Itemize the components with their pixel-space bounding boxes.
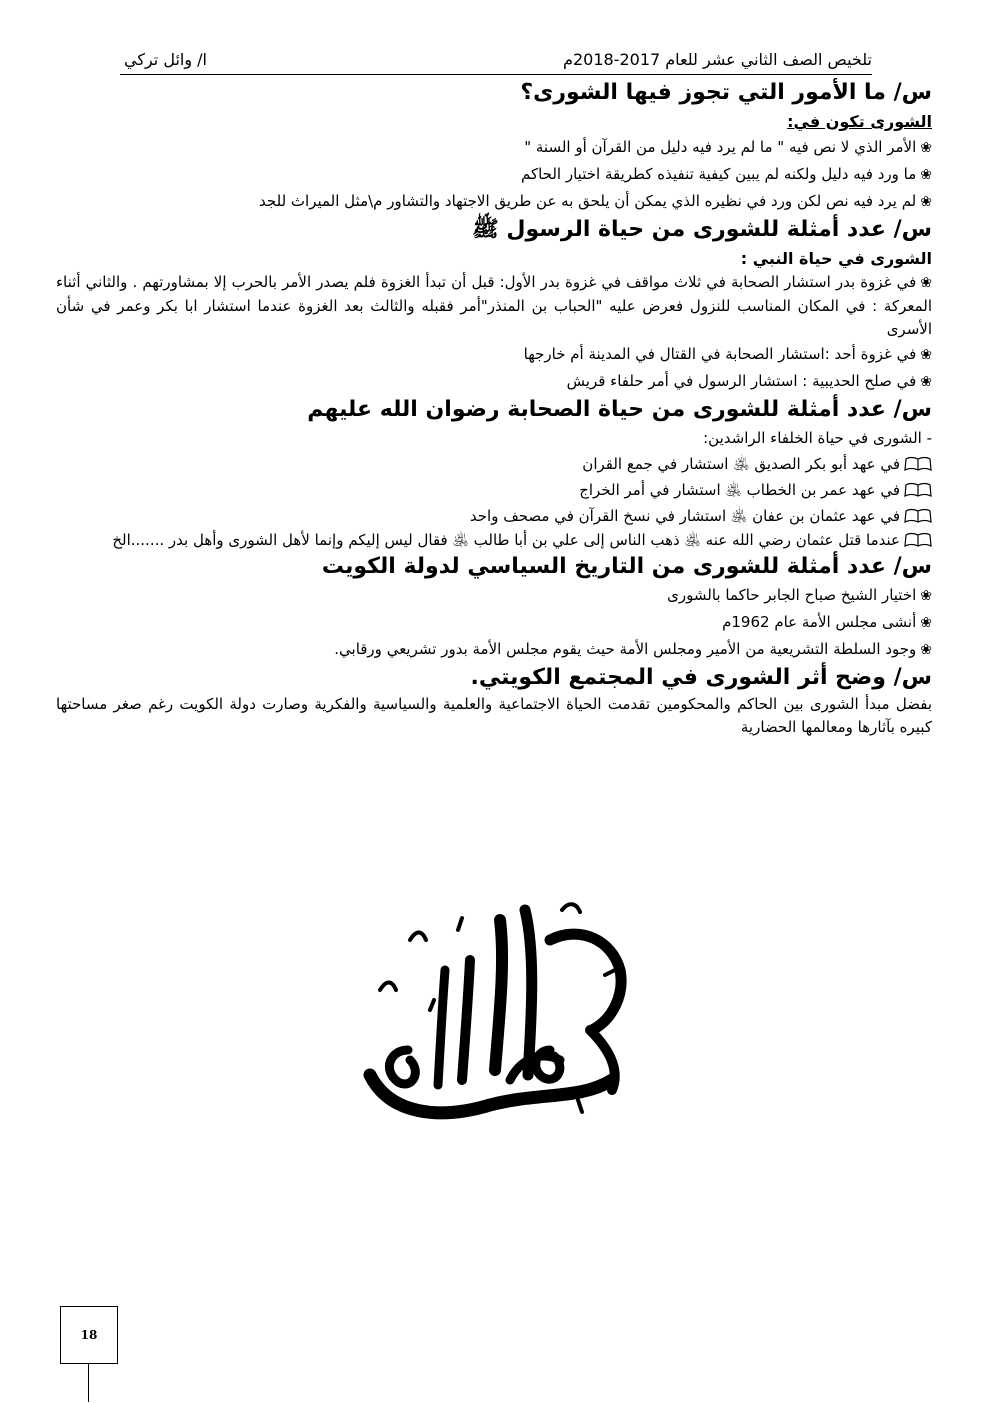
- page-header: [120, 48, 872, 75]
- header-author: ا/ وائل تركي: [124, 50, 207, 69]
- flower-bullet-icon: ❀: [920, 615, 932, 631]
- list-item: ❀في غزوة أحد :استشار الصحابة في القتال في المدينة أم خارجها: [56, 341, 932, 368]
- open-book-icon: [904, 482, 932, 498]
- list-item: ❀في صلح الحديبية : استشار الرسول في أمر حلفاء قريش: [56, 368, 932, 395]
- flower-bullet-icon: ❀: [920, 588, 932, 604]
- paragraph: ❀في غزوة بدر استشار الصحابة في ثلاث مواقف في غزوة بدر الأول: قبل أن تبدأ الغزوة فلم يصدر الأمر بالحرب إلا بمشاورتهم . والثاني أثناء المعركة : في المكان المناسب للنزول فعرض عليه "الحباب بن المنذر"أمر فقبله والثالث بعد الغزوة عندما استشار ابا بكر وعمر في شأن الأسرى: [56, 273, 932, 338]
- flower-bullet-icon: ❀: [920, 140, 932, 156]
- question-heading: س/ عدد أمثلة للشورى من حياة الصحابة رضوان الله عليهم: [307, 397, 932, 422]
- list-item: في عهد أبو بكر الصديق ﵁ استشار في جمع القران: [56, 451, 932, 477]
- subheading: - الشورى في حياة الخلفاء الراشدين:: [703, 429, 932, 447]
- flower-bullet-icon: ❀: [920, 347, 932, 363]
- calligraphy-artwork: [350, 900, 642, 1130]
- list-item: ❀لم يرد فيه نص لكن ورد في نظيره الذي يمكن أن يلحق به عن طريق الاجتهاد والتشاور م\مثل الميراث للجد: [56, 188, 932, 215]
- flower-bullet-icon: ❀: [920, 374, 932, 390]
- flower-bullet-icon: ❀: [920, 167, 932, 183]
- question-heading: س/ ما الأمور التي تجوز فيها الشورى؟: [520, 80, 932, 105]
- open-book-icon: [904, 456, 932, 472]
- list-item: عندما قتل عثمان رضي الله عنه ﵁ ذهب الناس إلى علي بن أبا طالب ﵁ فقال ليس إليكم وإنما لأهل الشورى وأهل بدر .......الخ: [56, 529, 932, 552]
- list-item: في عهد عثمان بن عفان ﵁ استشار في نسخ القرآن في مصحف واحد: [56, 503, 932, 529]
- flower-bullet-icon: ❀: [920, 642, 932, 658]
- paragraph: بفضل مبدأ الشورى بين الحاكم والمحكومين تقدمت الحياة الاجتماعية والعلمية والسياسية والفكرية وصارت دولة الكويت رغم صغر مساحتها كبيره بآثارها ومعالمها الحضارية: [56, 695, 932, 736]
- question-heading: س/ عدد أمثلة للشورى من التاريخ السياسي لدولة الكويت: [321, 554, 932, 579]
- list-item: في عهد عمر بن الخطاب ﵁ استشار في أمر الخراج: [56, 477, 932, 503]
- question-heading: س/ عدد أمثلة للشورى من حياة الرسول ﷺ: [472, 217, 932, 242]
- main-content: [56, 78, 932, 739]
- page-number: 18: [60, 1306, 118, 1364]
- list-item: ❀اختيار الشيخ صباح الجابر حاكما بالشورى: [56, 582, 932, 609]
- subheading: الشورى في حياة النبي :: [740, 249, 932, 268]
- open-book-icon: [904, 532, 932, 548]
- subheading: الشورى تكون في:: [787, 112, 932, 131]
- list-item: ❀أنشى مجلس الأمة عام 1962م: [56, 609, 932, 636]
- open-book-icon: [904, 508, 932, 524]
- flower-bullet-icon: ❀: [920, 275, 932, 291]
- flower-bullet-icon: ❀: [920, 194, 932, 210]
- list-item: ❀وجود السلطة التشريعية من الأمير ومجلس الأمة حيث يقوم مجلس الأمة بدور تشريعي ورقابي.: [56, 636, 932, 663]
- page-number-line: [88, 1364, 89, 1402]
- question-heading: س/ وضح أثر الشورى في المجتمع الكويتي.: [470, 665, 932, 690]
- header-title: تلخيص الصف الثاني عشر للعام 2017-2018م: [563, 50, 872, 69]
- list-item: ❀الأمر الذي لا نص فيه " ما لم يرد فيه دليل من القرآن أو السنة ": [56, 134, 932, 161]
- list-item: ❀ما ورد فيه دليل ولكنه لم يبين كيفية تنفيذه كطريقة اختيار الحاكم: [56, 161, 932, 188]
